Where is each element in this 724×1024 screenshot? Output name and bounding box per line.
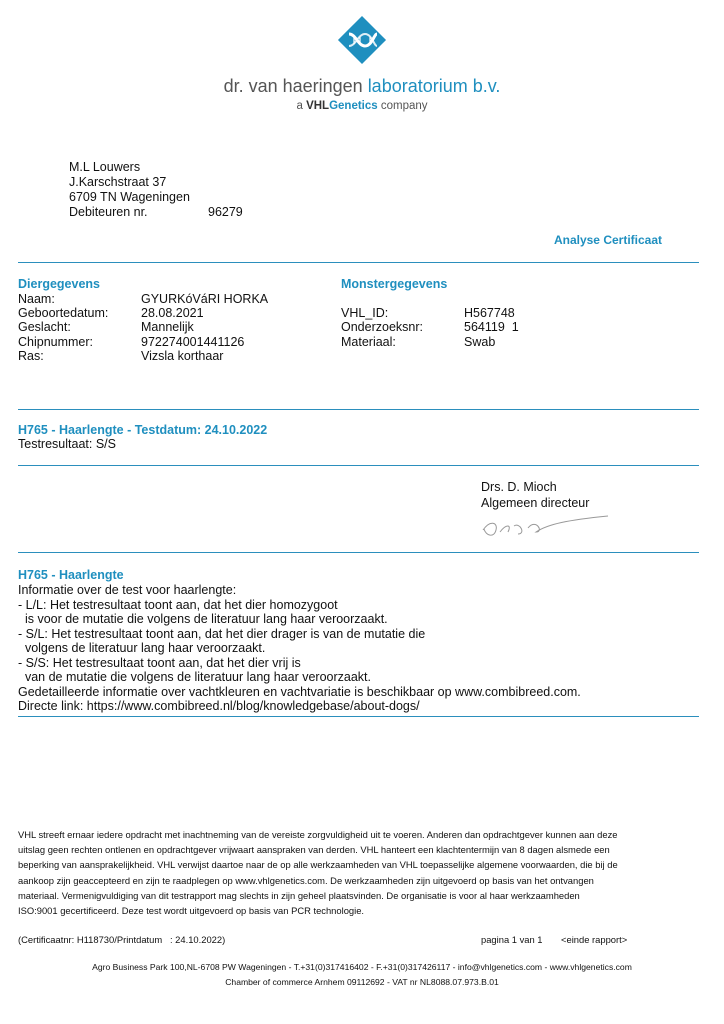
animal-value: GYURKóVáRI HORKA [141, 292, 269, 306]
document-title: Analyse Certificaat [553, 233, 662, 247]
info-link-line[interactable]: Directe link: https://www.combibreed.nl/blog/knowledgebase/about-dogs/ [18, 699, 420, 713]
address-street: J.Karschstraat 37 [69, 175, 167, 189]
divider [18, 716, 699, 717]
sample-label: Materiaal: [341, 335, 396, 349]
info-line: - S/L: Het testresultaat toont aan, dat het dier drager is van de mutatie die [18, 627, 426, 641]
address-city: 6709 TN Wageningen [69, 190, 190, 204]
animal-value: 28.08.2021 [141, 306, 204, 320]
info-line: Informatie over de test voor haarlengte: [18, 583, 237, 597]
sample-value: 564119 1 [464, 320, 519, 334]
company-logo [336, 14, 388, 66]
footer-address: Agro Business Park 100,NL-6708 PW Wageningen - T.+31(0)317416402 - F.+31(0)317426117 - info@vhlgenetics.com - www.vhlgenetics.com [92, 962, 632, 972]
company-name-part1: dr. van haeringen [223, 76, 363, 96]
tagline-brand-vhl: VHL [306, 100, 330, 112]
animal-value: 972274001441126 [141, 335, 245, 349]
certificate-info: (Certificaatnr: H118730/Printdatum : 24.10.2022) [18, 934, 226, 945]
test-result: Testresultaat: S/S [18, 437, 116, 451]
page-info: pagina 1 van 1 [481, 934, 543, 945]
animal-value: Vizsla korthaar [141, 349, 224, 363]
handwritten-signature [478, 512, 613, 538]
divider [18, 465, 699, 466]
tagline-prefix: a [296, 100, 303, 112]
sample-label: VHL_ID: [341, 306, 389, 320]
info-heading: H765 - Haarlengte [18, 568, 124, 582]
disclaimer-line: VHL streeft ernaar iedere opdracht met inachtneming van de vereiste zorgvuldigheid uit te voeren. Anderen dan opdrachtgever kunnen aan deze [18, 829, 618, 840]
company-name [0, 75, 724, 97]
disclaimer-line: aankoop zijn geaccepteerd en zijn te raadplegen op www.vhlgenetics.com. De werkzaamheden zijn uitgevoerd op basis van het ontvangen [18, 875, 594, 886]
company-tagline [0, 99, 724, 113]
debtor-label: Debiteuren nr. [69, 205, 148, 219]
disclaimer-line: uitslag geen rechten ontlenen en opdrachtgever vrijwaart aanspraken van derden. VHL hanteert een klachtentermijn van 8 dagen alsmede een [18, 844, 610, 855]
address-name: M.L Louwers [69, 160, 141, 174]
footer-registration: Chamber of commerce Arnhem 09112692 - VAT nr NL8088.07.973.B.01 [225, 977, 499, 987]
divider [18, 552, 699, 553]
test-heading: H765 - Haarlengte - Testdatum: 24.10.2022 [18, 423, 268, 437]
end-report: <einde rapport> [561, 934, 628, 945]
sample-value: Swab [464, 335, 496, 349]
info-line: - L/L: Het testresultaat toont aan, dat het dier homozygoot [18, 598, 338, 612]
tagline-brand-genetics: Genetics [329, 100, 378, 112]
divider [18, 409, 699, 410]
sample-value: H567748 [464, 306, 515, 320]
animal-value: Mannelijk [141, 320, 194, 334]
animal-label: Geboortedatum: [18, 306, 109, 320]
disclaimer-line: materiaal. Vermenigvuldiging van dit testrapport mag slechts in zijn geheel plaatsvinden. De organisatie is voor al haar werkzaamheden [18, 890, 580, 901]
animal-label: Geslacht: [18, 320, 71, 334]
info-line: is voor de mutatie die volgens de literatuur lang haar veroorzaakt. [18, 612, 388, 626]
sample-heading: Monstergegevens [341, 277, 448, 291]
signatory-name: Drs. D. Mioch [481, 480, 557, 494]
animal-label: Chipnummer: [18, 335, 94, 349]
info-line: van de mutatie die volgens de literatuur lang haar veroorzaakt. [18, 670, 371, 684]
disclaimer-line: beperking van aansprakelijkheid. VHL verwijst daartoe naar de op alle werkzaamheden van VHL toepasselijke algemene voorwaarden, die bij de [18, 859, 618, 870]
tagline-suffix: company [380, 100, 428, 112]
divider [18, 262, 699, 263]
company-name-part2: laboratorium b.v. [367, 76, 501, 96]
animal-heading: Diergegevens [18, 277, 100, 291]
tagline-brand [306, 100, 378, 112]
debtor-number: 96279 [208, 205, 243, 219]
disclaimer-line: ISO:9001 gecertificeerd. Deze test wordt uitgevoerd op basis van PCR technologie. [18, 905, 365, 916]
info-line: volgens de literatuur lang haar veroorzaakt. [18, 641, 266, 655]
dna-helix-diamond-icon [336, 14, 388, 66]
animal-label: Naam: [18, 292, 55, 306]
info-line: - S/S: Het testresultaat toont aan, dat het dier vrij is [18, 656, 301, 670]
info-line: Gedetailleerde informatie over vachtkleuren en vachtvariatie is beschikbaar op www.combibreed.com. [18, 685, 581, 699]
sample-label: Onderzoeksnr: [341, 320, 423, 334]
animal-label: Ras: [18, 349, 44, 363]
signatory-title: Algemeen directeur [481, 496, 590, 510]
